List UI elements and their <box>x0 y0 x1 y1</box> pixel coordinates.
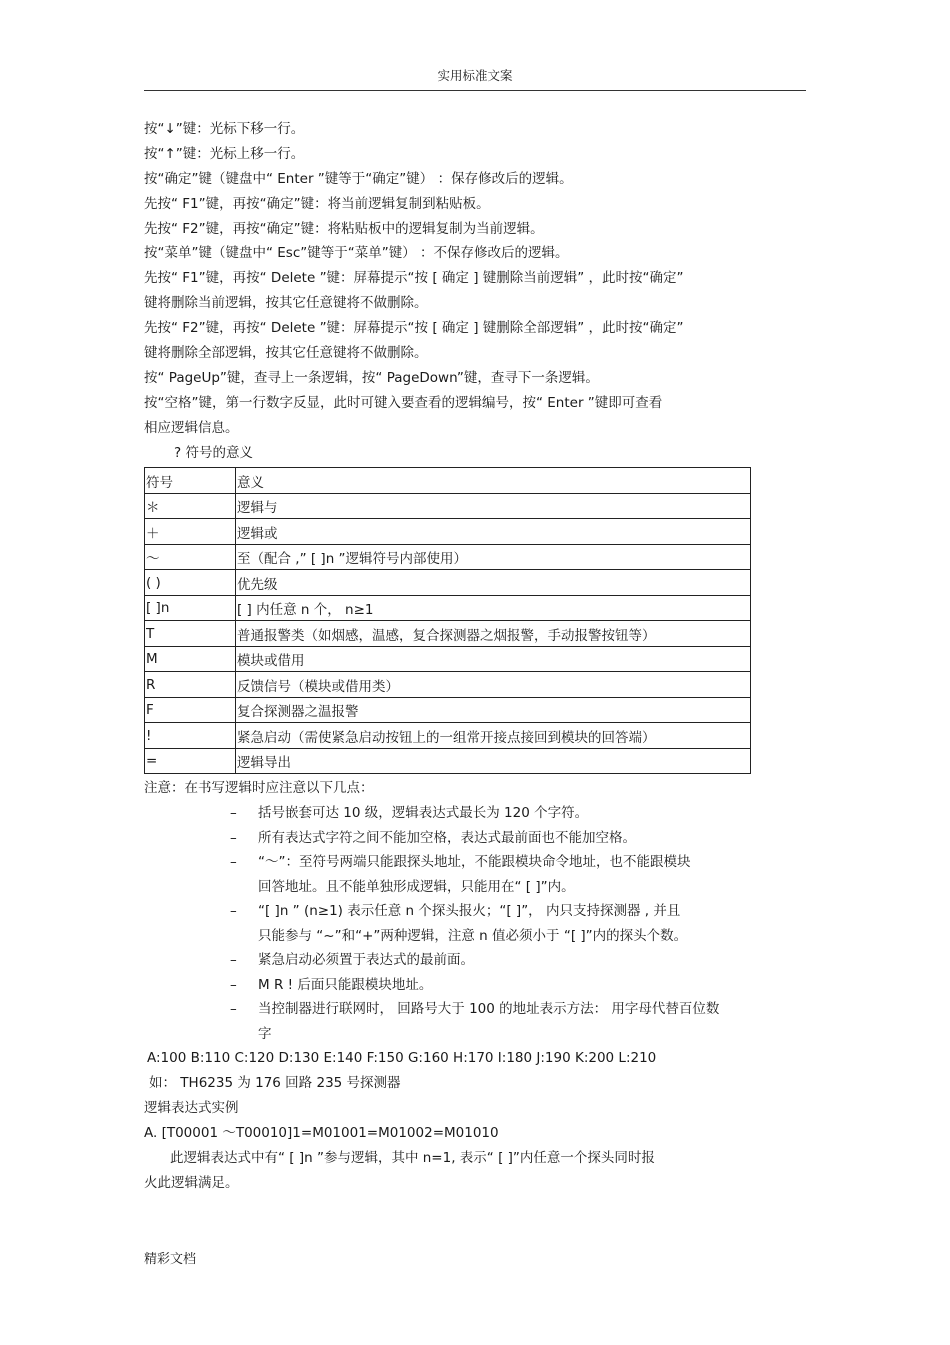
table-row <box>145 723 751 749</box>
explanation-line: 此逻辑表达式中有“ [ ]n ”参与逻辑，其中 n=1, 表示“ [ ]”内任意一个探头同时报 <box>170 1149 655 1166</box>
symbol-table <box>144 467 751 774</box>
symbol-cell: [ ]n <box>145 595 236 621</box>
note-text: “～”：至符号两端只能跟探头地址，不能跟模块命令地址，也不能跟模块 <box>258 854 691 871</box>
meaning-cell: 意义 <box>236 468 751 494</box>
explanation-line: 火此逻辑满足。 <box>144 1174 239 1191</box>
symbol-cell: = <box>145 748 236 774</box>
bullet-dash: – <box>230 805 237 822</box>
meaning-cell: 逻辑与 <box>236 493 751 519</box>
note-item <box>144 801 804 826</box>
intro-line: 键将删除全部逻辑，按其它任意键将不做删除。 <box>144 345 428 362</box>
meaning-cell: [ ] 内任意 n 个， n≥1 <box>236 595 751 621</box>
intro-line: 键将删除当前逻辑，按其它任意键将不做删除。 <box>144 295 428 312</box>
meaning-cell: 反馈信号（模块或借用类） <box>236 672 751 698</box>
symbol-cell: F <box>145 697 236 723</box>
bullet-dash: – <box>230 829 237 846</box>
note-continuation: 字 <box>258 1025 272 1042</box>
table-row <box>145 621 751 647</box>
symbol-cell: 符号 <box>145 468 236 494</box>
intro-line: 先按“ F2”键，再按“ Delete ”键：屏幕提示“按 [ 确定 ] 键删除全部逻辑” ，此时按“确定” <box>144 320 684 337</box>
table-row <box>145 493 751 519</box>
intro-line: 按“↑”键：光标上移一行。 <box>144 145 305 162</box>
page-header: 实用标准文案 <box>437 68 513 83</box>
note-text: M R ! 后面只能跟模块地址。 <box>258 976 433 993</box>
example-a: A. [T00001 ～T00010]1=M01001=M01002=M01010 <box>144 1125 499 1142</box>
meaning-cell: 逻辑或 <box>236 519 751 545</box>
address-mapping: A:100 B:110 C:120 D:130 E:140 F:150 G:160 H:170 I:180 J:190 K:200 L:210 <box>147 1050 657 1067</box>
intro-line: 按“确定”键（键盘中“ Enter ”键等于“确定”键） ：保存修改后的逻辑。 <box>144 170 573 187</box>
intro-line: 按“菜单”键（键盘中“ Esc”键等于“菜单”键） ：不保存修改后的逻辑。 <box>144 245 569 262</box>
note-text: 当控制器进行联网时， 回路号大于 100 的地址表示方法： 用字母代替百位数 <box>258 1001 720 1018</box>
note-item <box>144 997 804 1022</box>
intro-lines <box>144 117 804 441</box>
note-text: “[ ]n ” (n≥1) 表示任意 n 个探头报火；“[ ]”， 内只支持探测器 , 并且 <box>258 903 681 920</box>
note-item <box>144 850 804 875</box>
note-text: 紧急启动必须置于表达式的最前面。 <box>258 952 474 969</box>
table-header-row <box>145 468 751 494</box>
bullet-dash: – <box>230 952 237 969</box>
symbol-cell: ～ <box>145 544 236 570</box>
meaning-cell: 至（配合 ,” [ ]n ”逻辑符号内部使用） <box>236 544 751 570</box>
bullet-dash: – <box>230 854 237 871</box>
meaning-cell: 复合探测器之温报警 <box>236 697 751 723</box>
table-row <box>145 748 751 774</box>
symbol-section-title: ? 符号的意义 <box>174 444 253 461</box>
intro-line: 按“空格”键，第一行数字反显，此时可键入要查看的逻辑编号，按“ Enter ”键即可查看 <box>144 394 663 411</box>
table-row <box>145 519 751 545</box>
symbol-cell: ＊ <box>145 493 236 519</box>
table-row <box>145 697 751 723</box>
symbol-cell: ( ) <box>145 570 236 596</box>
examples-title: 逻辑表达式实例 <box>144 1100 239 1117</box>
document-body <box>144 117 804 1196</box>
meaning-cell: 逻辑导出 <box>236 748 751 774</box>
symbol-cell: ＋ <box>145 519 236 545</box>
note-item <box>144 899 804 924</box>
address-example: 如： TH6235 为 176 回路 235 号探测器 <box>149 1075 401 1092</box>
table-row <box>145 672 751 698</box>
symbol-cell: M <box>145 646 236 672</box>
note-item <box>144 948 804 973</box>
notes-list <box>144 801 804 1046</box>
note-continuation: 只能参与 “~”和“+”两种逻辑，注意 n 值必须小于 “[ ]”内的探头个数。 <box>258 927 688 944</box>
intro-line: 按“↓”键：光标下移一行。 <box>144 121 305 137</box>
intro-line: 先按“ F1”键，再按“确定”键：将当前逻辑复制到粘贴板。 <box>144 195 490 212</box>
meaning-cell: 紧急启动（需使紧急启动按钮上的一组常开接点接回到模块的回答端） <box>236 723 751 749</box>
intro-line: 相应逻辑信息。 <box>144 419 239 436</box>
intro-line: 先按“ F1”键，再按“ Delete ”键：屏幕提示“按 [ 确定 ] 键删除当前逻辑” ，此时按“确定” <box>144 270 684 287</box>
note-item <box>144 973 804 998</box>
table-row <box>145 646 751 672</box>
note-continuation: 回答地址。且不能单独形成逻辑，只能用在“ [ ]”内。 <box>258 878 575 895</box>
meaning-cell: 优先级 <box>236 570 751 596</box>
symbol-cell: R <box>145 672 236 698</box>
note-text: 括号嵌套可达 10 级，逻辑表达式最长为 120 个字符。 <box>258 805 589 822</box>
symbol-cell: T <box>145 621 236 647</box>
meaning-cell: 模块或借用 <box>236 646 751 672</box>
bullet-dash: – <box>230 903 237 920</box>
notes-title: 注意：在书写逻辑时应注意以下几点： <box>144 780 374 797</box>
example-explanation <box>144 1146 804 1196</box>
bullet-dash: – <box>230 976 237 993</box>
header-rule <box>144 90 806 91</box>
table-row <box>145 570 751 596</box>
intro-line: 按“ PageUp”键，查寻上一条逻辑，按“ PageDown”键，查寻下一条逻辑。 <box>144 369 599 386</box>
table-row <box>145 595 751 621</box>
note-text: 所有表达式字符之间不能加空格，表达式最前面也不能加空格。 <box>258 829 636 846</box>
meaning-cell: 普通报警类（如烟感，温感，复合探测器之烟报警，手动报警按钮等） <box>236 621 751 647</box>
intro-line: 先按“ F2”键，再按“确定”键：将粘贴板中的逻辑复制为当前逻辑。 <box>144 220 544 237</box>
note-item <box>144 826 804 851</box>
table-row <box>145 544 751 570</box>
symbol-cell: ! <box>145 723 236 749</box>
page-footer: 精彩文档 <box>144 1252 197 1267</box>
bullet-dash: – <box>230 1001 237 1018</box>
